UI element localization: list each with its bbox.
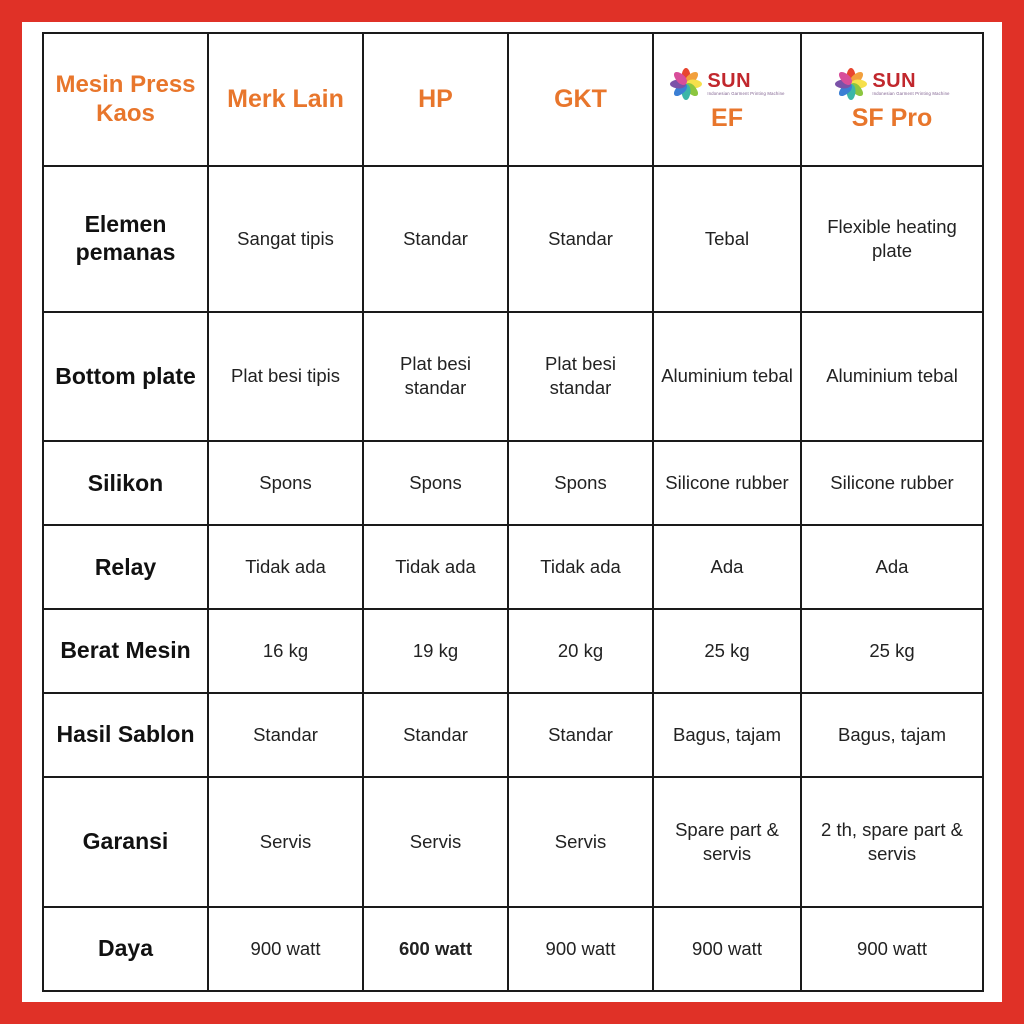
table-cell bbox=[508, 525, 653, 609]
table-cell-value: Tidak ada bbox=[245, 556, 326, 578]
table-cell-value: 900 watt bbox=[250, 937, 321, 959]
table-cell-value: 16 kg bbox=[262, 640, 309, 662]
table-cell bbox=[653, 312, 801, 442]
table-cell-value: Spare part & servis bbox=[675, 819, 779, 865]
white-page-frame bbox=[22, 22, 1002, 1002]
table-cell bbox=[508, 609, 653, 693]
table-cell bbox=[208, 441, 363, 525]
table-cell-value: Plat besi tipis bbox=[231, 365, 340, 387]
table-cell bbox=[508, 777, 653, 907]
row-header-label: Silikon bbox=[87, 469, 164, 496]
column-header-merk-lain bbox=[208, 33, 363, 166]
row-header-label: Garansi bbox=[82, 828, 169, 855]
table-cell bbox=[653, 907, 801, 991]
table-cell-value: Aluminium tebal bbox=[661, 365, 793, 387]
column-header-mesin-press-kaos bbox=[43, 33, 208, 166]
row-header bbox=[43, 693, 208, 777]
sun-tagline: Indonesian Garment Printing Machine bbox=[872, 91, 950, 97]
table-cell-value: Silicone rubber bbox=[665, 472, 789, 494]
table-cell-value: 19 kg bbox=[412, 640, 459, 662]
table-cell-value: 900 watt bbox=[692, 937, 762, 959]
table-row bbox=[43, 609, 983, 693]
comparison-table bbox=[42, 32, 984, 992]
table-cell-value: 2 th, spare part & servis bbox=[821, 819, 963, 865]
table-cell-value: Plat besi standar bbox=[545, 353, 616, 399]
column-header-label: GKT bbox=[554, 84, 607, 113]
sun-logo-lockup bbox=[669, 66, 784, 102]
column-header-hp bbox=[363, 33, 508, 166]
table-cell-value: 20 kg bbox=[557, 640, 604, 662]
table-cell bbox=[208, 609, 363, 693]
table-cell-value: 25 kg bbox=[869, 640, 915, 662]
table-cell bbox=[653, 441, 801, 525]
table-cell bbox=[208, 312, 363, 442]
table-cell bbox=[653, 609, 801, 693]
table-cell bbox=[508, 907, 653, 991]
table-cell-value: Servis bbox=[554, 831, 607, 853]
table-row bbox=[43, 312, 983, 442]
row-header-label: Berat Mesin bbox=[60, 637, 191, 664]
table-cell bbox=[801, 609, 983, 693]
row-header bbox=[43, 907, 208, 991]
sun-logo bbox=[660, 66, 794, 134]
table-cell-value: Tebal bbox=[704, 227, 750, 249]
table-cell-value: Bagus, tajam bbox=[673, 724, 781, 746]
table-cell-value: Spons bbox=[259, 472, 312, 494]
table-cell-value: Plat besi standar bbox=[400, 353, 471, 399]
table-cell bbox=[363, 166, 508, 312]
sun-wordmark bbox=[707, 71, 784, 96]
row-header bbox=[43, 441, 208, 525]
table-row bbox=[43, 907, 983, 991]
table-cell-value: Standar bbox=[548, 724, 613, 746]
table-row bbox=[43, 693, 983, 777]
table-cell-value: Standar bbox=[403, 724, 468, 746]
table-cell-value: Tidak ada bbox=[395, 556, 476, 578]
table-row bbox=[43, 777, 983, 907]
table-cell bbox=[363, 693, 508, 777]
table-cell-value: Standar bbox=[403, 227, 468, 249]
table-cell-value: 25 kg bbox=[704, 640, 750, 662]
table-body bbox=[43, 33, 983, 991]
row-header-label: Relay bbox=[94, 553, 157, 580]
table-cell bbox=[508, 441, 653, 525]
table-cell-value: Sangat tipis bbox=[237, 227, 334, 249]
table-cell-value: Standar bbox=[253, 724, 318, 746]
table-cell-value: Servis bbox=[409, 831, 462, 853]
table-cell-value: Silicone rubber bbox=[830, 472, 954, 494]
table-cell bbox=[208, 777, 363, 907]
row-header bbox=[43, 525, 208, 609]
table-cell bbox=[208, 693, 363, 777]
table-cell-value: Spons bbox=[554, 472, 607, 494]
table-cell-value: Flexible heating plate bbox=[827, 215, 957, 261]
table-cell bbox=[801, 166, 983, 312]
column-header-sf-pro bbox=[801, 33, 983, 166]
table-cell-value: Standar bbox=[548, 227, 613, 249]
table-cell bbox=[801, 777, 983, 907]
table-cell-value: 600 watt bbox=[398, 937, 472, 959]
row-header bbox=[43, 166, 208, 312]
sun-wordmark-text: SUN bbox=[872, 70, 917, 93]
table-row bbox=[43, 525, 983, 609]
table-cell bbox=[801, 907, 983, 991]
table-row bbox=[43, 166, 983, 312]
table-cell bbox=[363, 441, 508, 525]
table-cell bbox=[208, 907, 363, 991]
table-cell-value: 900 watt bbox=[857, 937, 927, 959]
table-cell bbox=[653, 525, 801, 609]
table-cell bbox=[208, 166, 363, 312]
sun-logo bbox=[808, 66, 976, 134]
table-cell bbox=[801, 525, 983, 609]
table-cell-value: Ada bbox=[875, 556, 909, 578]
table-cell bbox=[508, 693, 653, 777]
column-header-ef bbox=[653, 33, 801, 166]
column-header-gkt bbox=[508, 33, 653, 166]
table-cell bbox=[508, 312, 653, 442]
sun-tagline: Indonesian Garment Printing Machine bbox=[707, 91, 785, 97]
sun-wordmark-text: SUN bbox=[707, 70, 752, 93]
table-cell bbox=[801, 441, 983, 525]
table-cell bbox=[363, 609, 508, 693]
row-header-label: Hasil Sablon bbox=[56, 721, 195, 748]
table-cell-value: Spons bbox=[409, 472, 462, 494]
table-cell-value: Aluminium tebal bbox=[826, 365, 958, 387]
table-cell bbox=[653, 166, 801, 312]
table-cell-value: 900 watt bbox=[545, 937, 616, 959]
comparison-table-container bbox=[42, 32, 982, 992]
row-header-label: Bottom plate bbox=[55, 362, 196, 389]
table-row bbox=[43, 441, 983, 525]
table-cell bbox=[363, 777, 508, 907]
table-cell bbox=[363, 312, 508, 442]
sun-logo-lockup bbox=[834, 66, 949, 102]
table-cell-value: Servis bbox=[259, 831, 312, 853]
table-cell-value: Ada bbox=[710, 556, 744, 578]
table-cell-value: Tidak ada bbox=[540, 556, 621, 578]
table-cell bbox=[653, 693, 801, 777]
row-header bbox=[43, 609, 208, 693]
row-header bbox=[43, 777, 208, 907]
table-cell bbox=[508, 166, 653, 312]
table-cell bbox=[653, 777, 801, 907]
table-cell bbox=[363, 525, 508, 609]
column-header-label: SF Pro bbox=[851, 103, 933, 132]
table-header-row bbox=[43, 33, 983, 166]
column-header-label: EF bbox=[711, 103, 743, 132]
row-header-label: Elemen pemanas bbox=[75, 211, 176, 265]
table-cell bbox=[363, 907, 508, 991]
row-header bbox=[43, 312, 208, 442]
table-cell bbox=[801, 693, 983, 777]
column-header-label: Mesin Press Kaos bbox=[55, 71, 196, 127]
sun-wordmark bbox=[872, 71, 949, 96]
table-cell-value: Bagus, tajam bbox=[838, 724, 946, 746]
row-header-label: Daya bbox=[98, 935, 153, 962]
column-header-label: Merk Lain bbox=[227, 84, 344, 113]
table-cell bbox=[801, 312, 983, 442]
table-cell bbox=[208, 525, 363, 609]
sun-flower-icon bbox=[669, 67, 703, 101]
sun-flower-icon bbox=[834, 67, 868, 101]
column-header-label: HP bbox=[418, 84, 453, 113]
